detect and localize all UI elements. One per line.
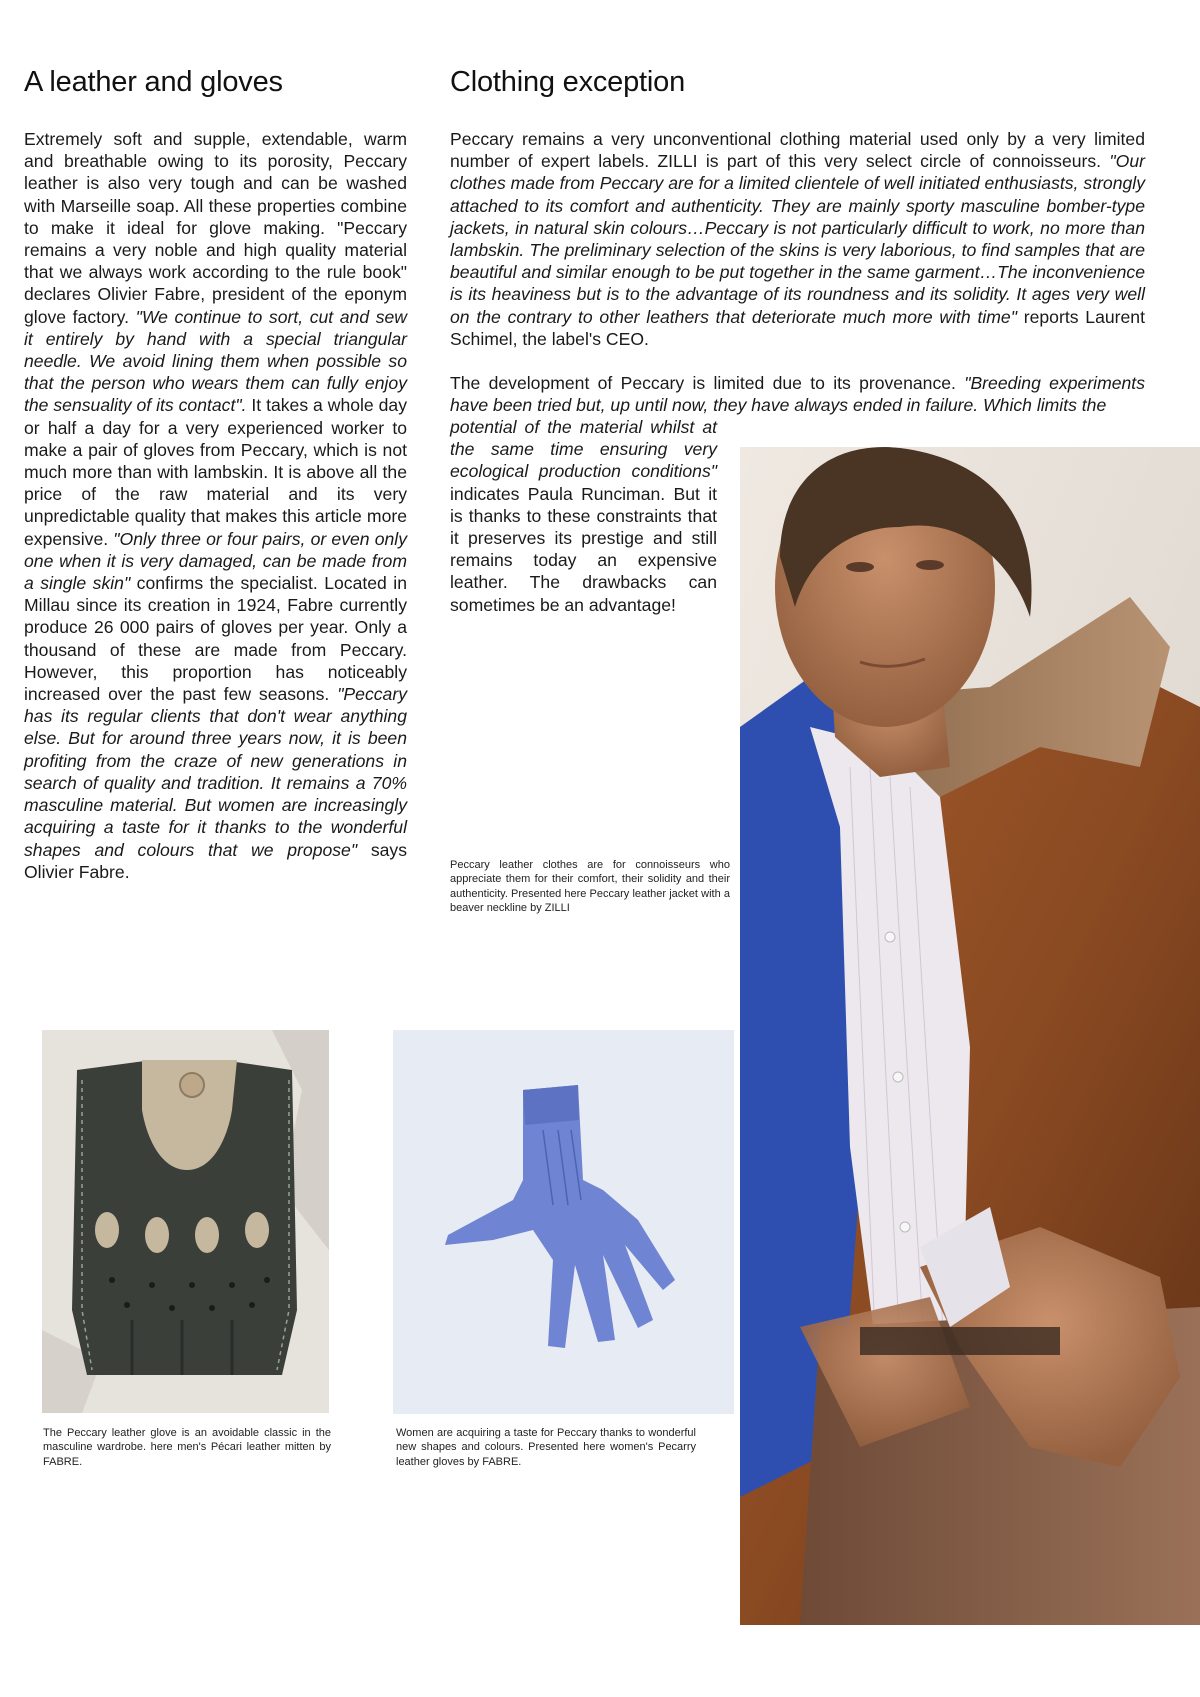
left-article-text — [24, 128, 407, 883]
text-run: It takes a whole day or half a day for a very experienced worker to make a pair of gloves from Peccary, which is not much more than with lambskin. It is above all the price of the raw material and its very unpredictable quality that makes this article more expensive. — [24, 395, 408, 549]
photo-mitten — [42, 1030, 329, 1413]
quote-run: "Breeding experiments have been tried but, up until now, they have always ended in failure. Which limits the — [450, 373, 1145, 416]
text-run: confirms the specialist. Located in Millau since its creation in 1924, Fabre currently produce 26 000 pairs of gloves per year. Only a thousand of these are made from Peccary. However, this proportion has noticeably increased over the past few seasons. — [24, 573, 407, 705]
caption-mitten: The Peccary leather glove is an avoidable classic in the masculine wardrobe. here men's Pécari leather mitten by FABRE. — [43, 1427, 331, 1468]
text-run: Peccary remains a very unconventional clothing material used only by a very limited number of expert labels. ZILLI is part of this very select circle of connoisseurs. — [450, 129, 1145, 172]
text-run: reports Laurent Schimel, the label's CEO. — [450, 306, 1145, 349]
quote-run: "Only three or four pairs, or even only one when it is very damaged, can be made from a single skin" — [24, 528, 408, 594]
text-run: Extremely soft and supple, extendable, warm and breathable owing to its porosity, Peccary leather is also very tough and can be washed with Marseille soap. All these properties combine to make it ideal for glove making. "Peccary remains a very noble and high quality material that we always work according to the rule book" declares Olivier Fabre, president of the eponym glove factory. — [24, 129, 407, 327]
quote-run: "Our clothes made from Peccary are for a limited clientele of well initiated enthusiasts, strongly attached to its comfort and authenticity. They are mainly sporty masculine bomber-type jackets, in natural skin colours…Peccary is not particularly difficult to work, no more than lambskin. The preliminary selection of the skins is very laborious, to find samples that are beautiful and similar enough to be put together in the same garment…The inconvenience is its heaviness but is to the advantage of its roundness and its solidity. It ages very well on the contrary to other leathers that deteriorate much more with time" — [450, 151, 1145, 327]
photo-blue-gloves — [393, 1030, 734, 1414]
right-article-paragraph-1 — [450, 128, 1145, 350]
heading-left: A leather and gloves — [24, 66, 283, 98]
quote-run: potential of the material whilst at the same time ensuring very ecological production conditions" — [450, 417, 717, 482]
quote-run: "Peccary has its regular clients that don't wear anything else. But for around three years now, it is been profiting from the craze of new generations in search of quality and tradition. It remains a 70% masculine material. But women are increasingly acquiring a taste for it thanks to the wonderful shapes and colours that we propose" — [24, 684, 407, 860]
caption-gloves: Women are acquiring a taste for Peccary thanks to wonderful new shapes and colours. Presented here women's Pecarry leather gloves by FABRE. — [396, 1427, 696, 1468]
right-article-paragraph-2-wide — [450, 372, 1145, 416]
heading-right: Clothing exception — [450, 66, 685, 98]
text-run: indicates Paula Runciman. But it is thanks to these constraints that it preserves its prestige and still remains today an expensive leather. The drawbacks can sometimes be an advantage! — [450, 483, 717, 615]
caption-jacket: Peccary leather clothes are for connoisseurs who appreciate them for their comfort, their solidity and their authenticity. Presented here Peccary leather jacket with a beaver neckline by ZILLI — [450, 859, 730, 915]
text-run: says Olivier Fabre. — [24, 839, 407, 882]
right-article-paragraph-2-narrow — [450, 416, 717, 616]
photo-man-jacket — [740, 447, 1200, 1625]
quote-run: "We continue to sort, cut and sew it entirely by hand with a special triangular needle. We avoid lining them when possible so that the person who wears them can fully enjoy the sensuality of its contact". — [24, 306, 407, 416]
text-run: The development of Peccary is limited due to its provenance. — [450, 373, 965, 393]
